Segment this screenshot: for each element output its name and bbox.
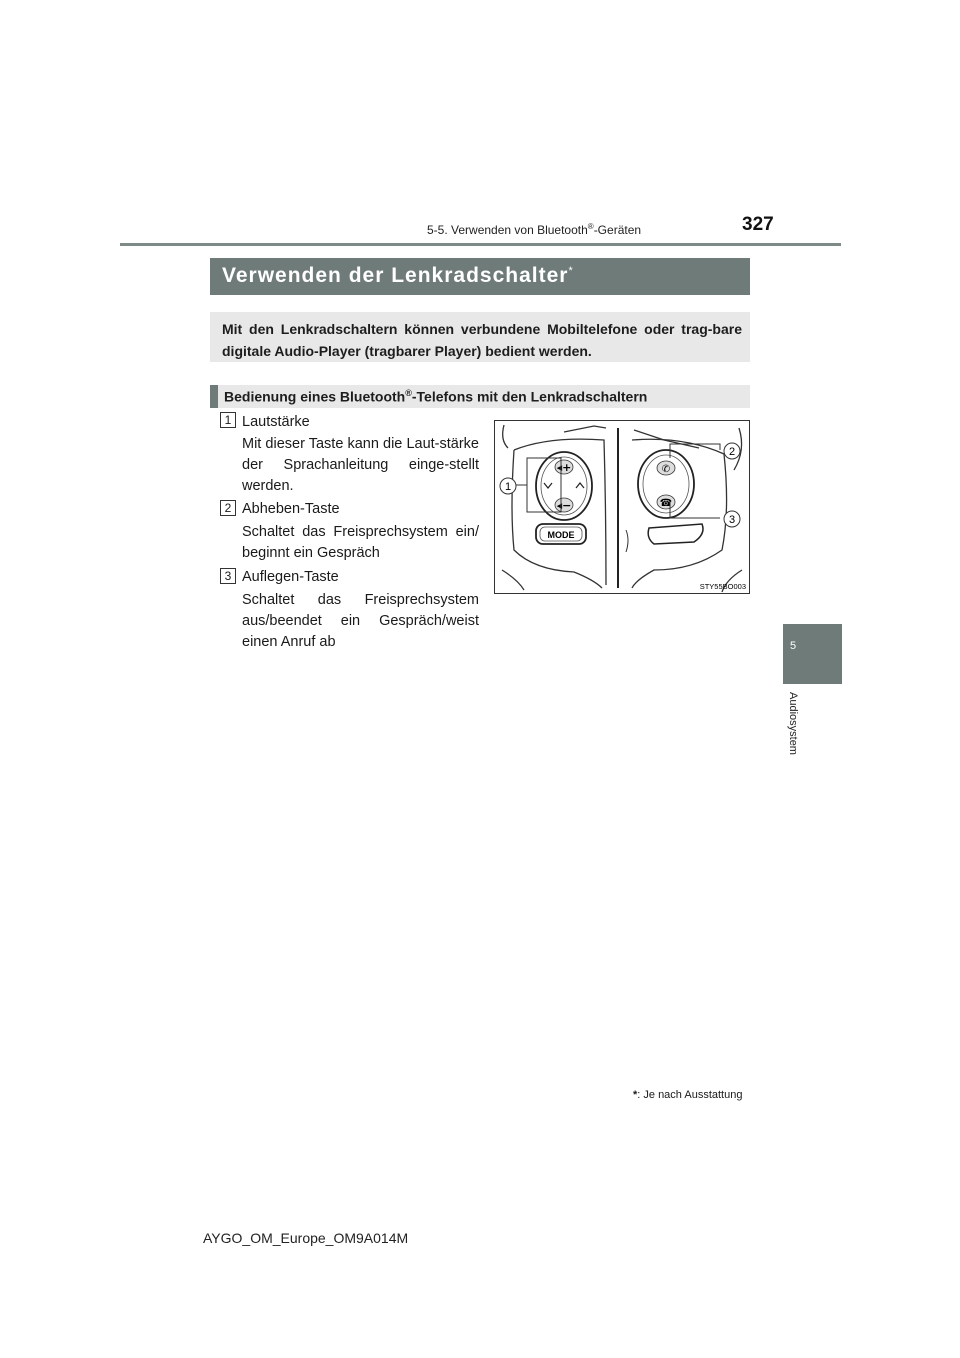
page-title [222, 264, 574, 288]
page-title-text: Verwenden der Lenkradschalter [222, 264, 569, 287]
mode-button-label: MODE [547, 530, 575, 540]
item-desc-2: Schaltet das Freisprechsystem ein/ beginnt ein Gespräch [242, 524, 479, 561]
item-desc-3: Schaltet das Freisprechsystem aus/beendet ein Gespräch/weist einen Anruf ab [242, 592, 479, 650]
subheading-prefix: Bedienung eines Bluetooth [224, 388, 406, 405]
footnote-text: : Je nach Ausstattung [637, 1089, 743, 1101]
header-divider [120, 243, 841, 246]
chapter-number: 5 [789, 640, 797, 652]
illustration-code: STY55BO003 [699, 582, 746, 591]
svg-text:◂+: ◂+ [556, 461, 572, 474]
item-number-2: 2 [220, 500, 236, 516]
footnote [633, 1089, 742, 1101]
item-title-2: Abheben-Taste [242, 501, 340, 517]
subheading-suffix: -Telefons mit den Lenkradschaltern [411, 388, 648, 405]
registered-mark: ® [405, 388, 412, 398]
intro-text: Mit den Lenkradschaltern können verbundene Mobiltelefone oder trag-bare digitale Audio-Player (tragbarer Player) bedient werden. [222, 321, 742, 359]
chapter-label [782, 692, 802, 782]
callout-2: 2 [728, 446, 736, 458]
subheading [224, 388, 647, 405]
svg-text:✆: ✆ [661, 464, 671, 475]
item-number-3: 3 [220, 568, 236, 584]
item-desc-1: Mit dieser Taste kann die Laut-stärke der Sprachanleitung einge-stellt werden. [242, 436, 479, 494]
asterisk-mark: * [568, 265, 574, 277]
svg-text:☎: ☎ [659, 498, 673, 509]
section-text: 5-5. Verwenden von Bluetooth [427, 223, 588, 237]
callout-1: 1 [504, 481, 512, 493]
section-suffix: -Geräten [593, 223, 642, 237]
chapter-tab[interactable] [783, 624, 842, 684]
item-title-3: Auflegen-Taste [242, 569, 339, 585]
steering-switch-illustration [494, 420, 750, 594]
item-number-1: 1 [220, 412, 236, 428]
document-code: AYGO_OM_Europe_OM9A014M [203, 1230, 409, 1246]
callout-3: 3 [728, 514, 736, 526]
item-title-1: Lautstärke [242, 414, 310, 430]
chapter-label-text: Audiosystem [787, 692, 799, 755]
section-label [427, 222, 641, 237]
page-number: 327 [742, 214, 774, 235]
footnote-asterisk: * [633, 1089, 638, 1101]
registered-mark: ® [587, 222, 594, 231]
svg-text:◂−: ◂− [556, 499, 572, 512]
